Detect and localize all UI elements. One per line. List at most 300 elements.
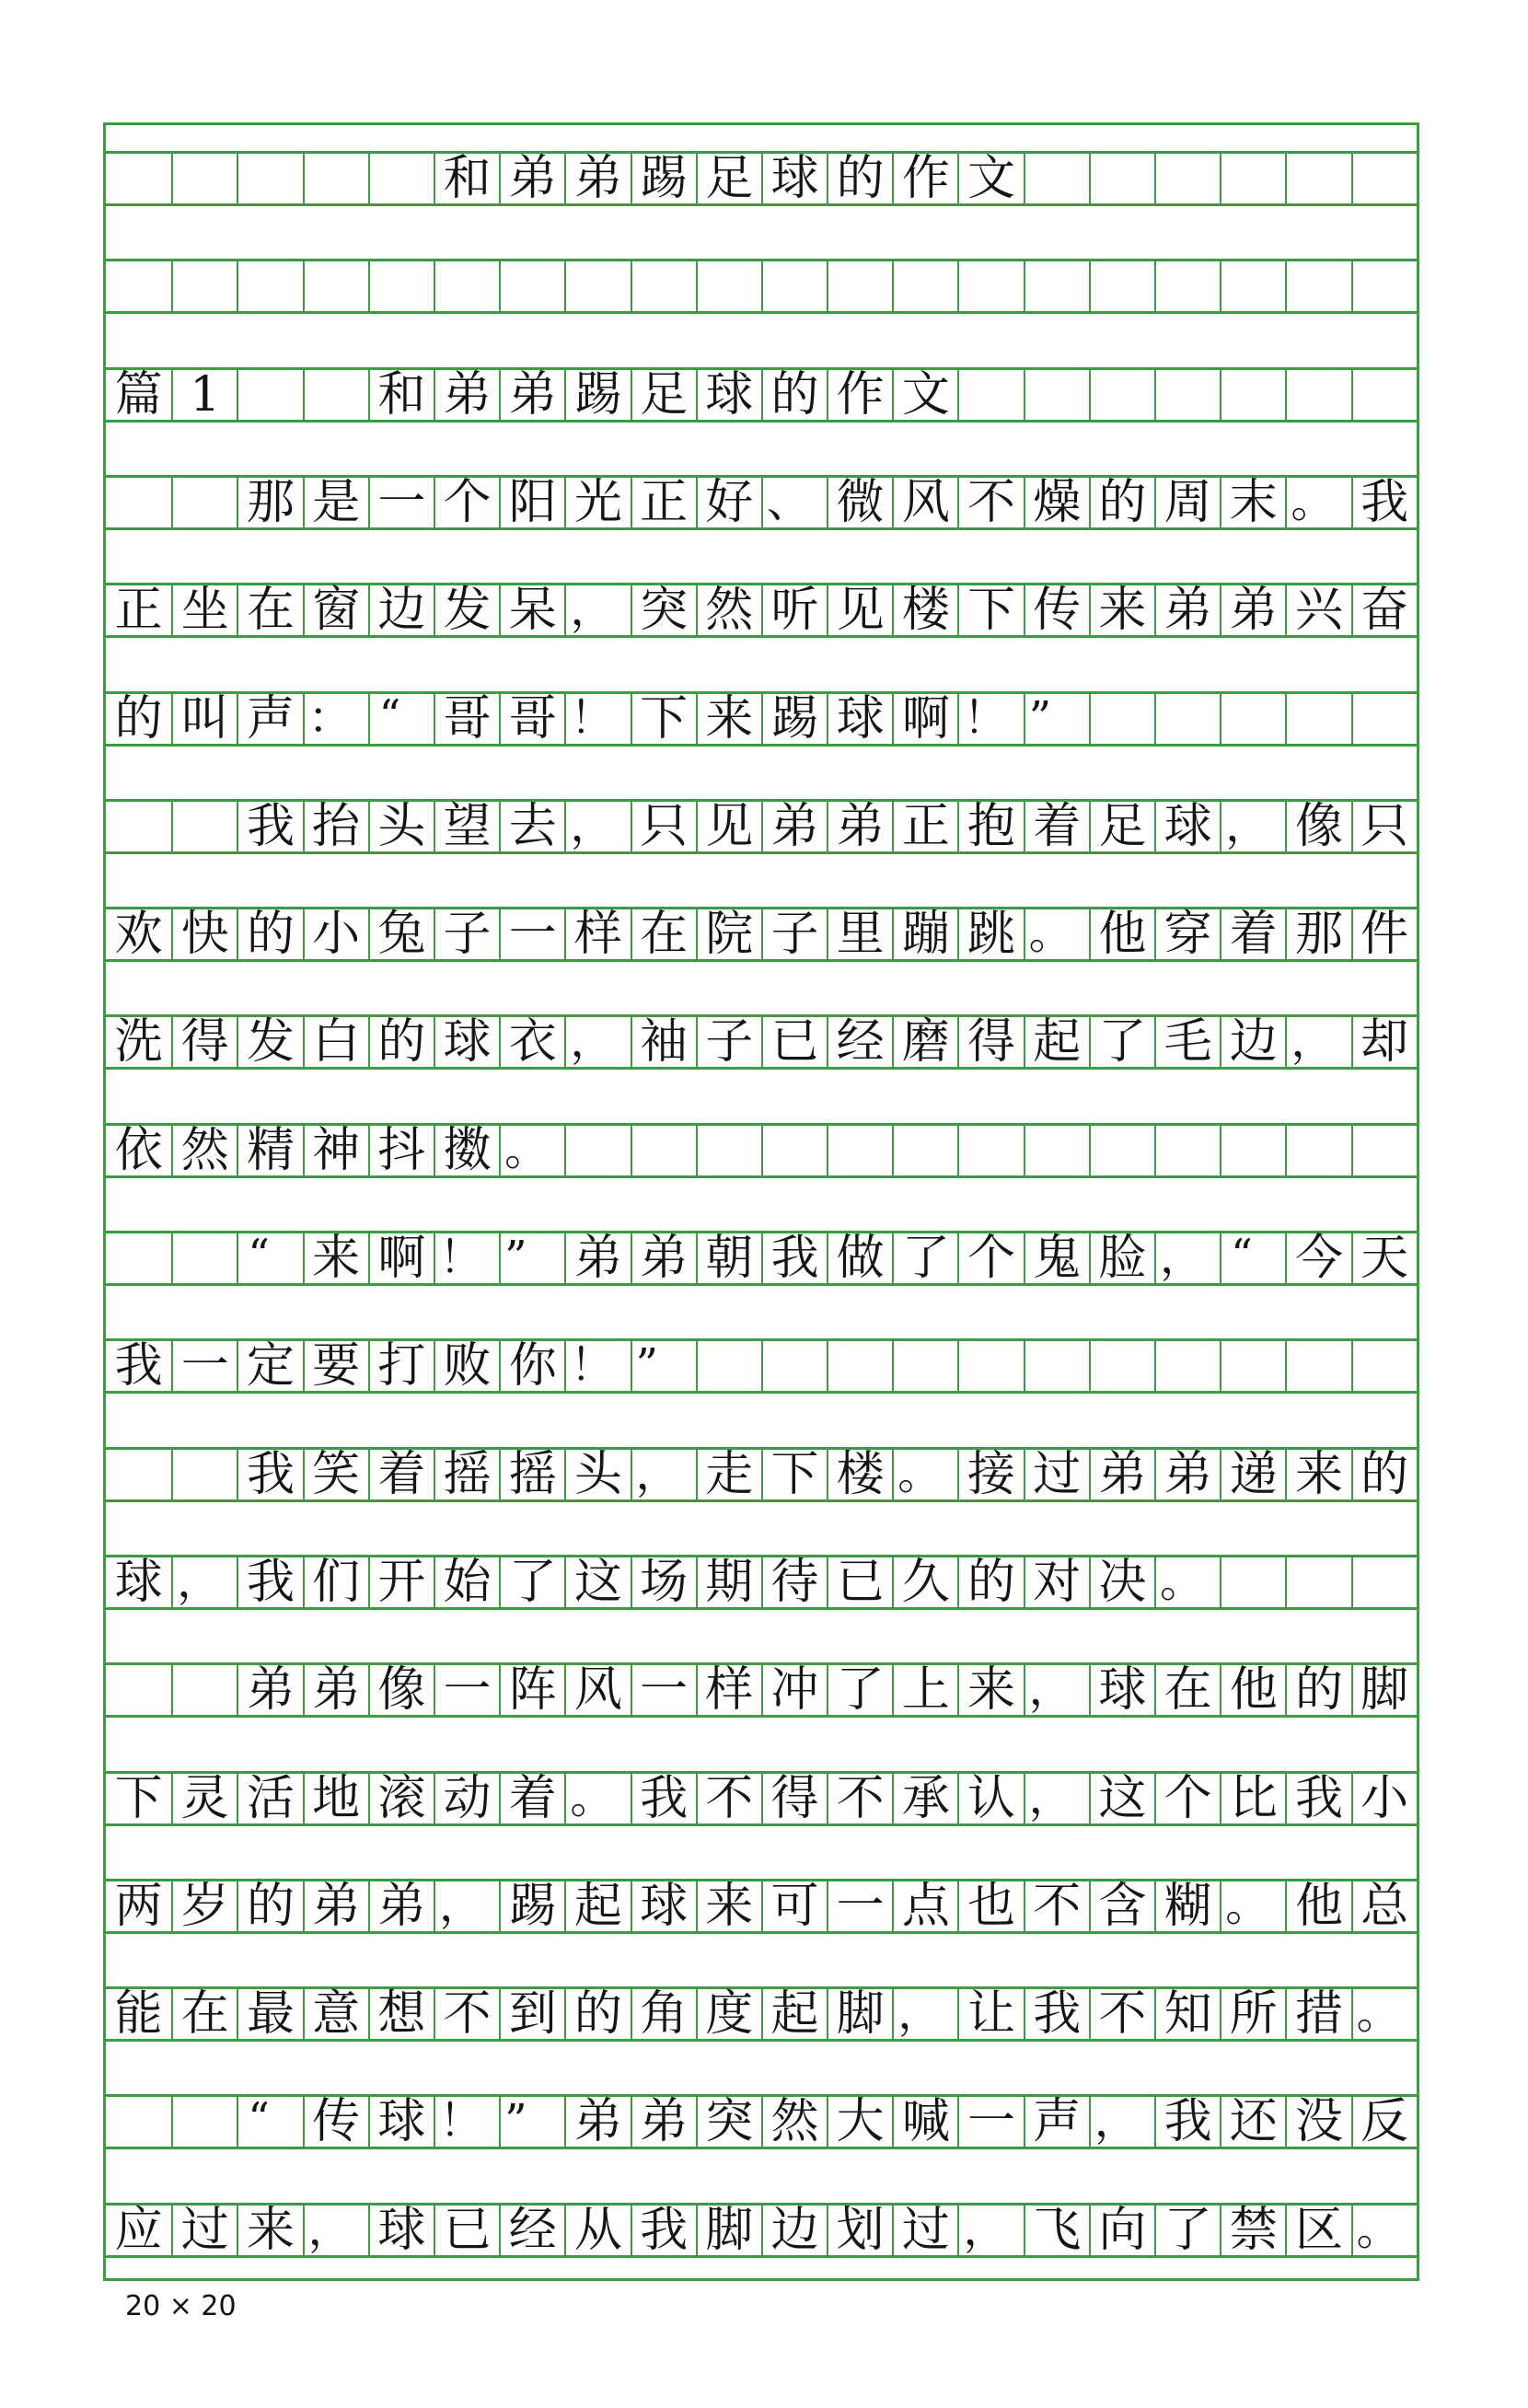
grid-cell: 决 [1089,1557,1154,1607]
grid-row [106,367,1417,423]
grid-cell: 鬼 [1024,1233,1089,1283]
grid-cell: 我 [114,1338,163,1395]
grid-cell [696,1341,761,1391]
grid-cell: 抬 [303,802,368,851]
grid-cell: 啊 [368,1233,434,1283]
grid-cell: 的 [1351,1450,1417,1499]
grid-cell: 的 [827,154,892,203]
grid-row [106,1662,1417,1718]
grid-cell: 弟 [564,2097,630,2147]
grid-cell: 楼 [827,1450,892,1499]
grid-cell: 下 [631,694,696,744]
grid-cell: 个 [957,1233,1023,1283]
grid-cell [1285,154,1350,203]
composition-grid-paper [103,122,1419,2281]
grid-cell: 弟 [1089,1450,1154,1499]
grid-cell: 阳 [499,478,564,527]
grid-cell: 了 [499,1557,564,1607]
grid-cell [1154,370,1220,420]
grid-cell: 球 [434,1017,499,1067]
grid-cell: 弟 [631,1233,696,1283]
grid-cell: 措 [1285,1989,1350,2039]
grid-cell: 大 [827,2097,892,2147]
grid-cell: 们 [303,1557,368,1607]
grid-cell: 弟 [303,1881,368,1931]
grid-cell: 可 [761,1881,827,1931]
grid-cell: ： [303,694,368,744]
grid-cell: “ [237,1233,302,1283]
grid-cell: 总 [1351,1881,1417,1931]
grid-cell [957,370,1023,420]
grid-cell: 我 [237,1557,302,1607]
grid-cell: 摇 [434,1450,499,1499]
grid-cell: 和 [434,154,499,203]
grid-cell: ” [499,2097,564,2147]
grid-cell: 打 [368,1341,434,1391]
grid-cell: 快 [171,909,237,959]
grid-cell: 却 [1351,1017,1417,1067]
grid-cell: 递 [1220,1450,1285,1499]
grid-cell: 周 [1154,478,1220,527]
grid-cell: 听 [761,585,827,635]
grid-cell: 认 [957,1774,1023,1823]
grid-cell: 到 [499,1989,564,2039]
grid-cell: 呆 [499,585,564,635]
grid-cell: 球 [368,2097,434,2147]
grid-cell [1351,154,1417,203]
grid-cell: 已 [434,2205,499,2255]
grid-cell [1285,261,1350,311]
grid-cell: 磨 [892,1017,957,1067]
grid-cell: 了 [1154,2205,1220,2255]
grid-cell [1220,1557,1285,1607]
grid-cell: 下 [114,1770,163,1826]
grid-cell: 岁 [171,1881,237,1931]
grid-cell: 那 [1285,909,1350,959]
grid-cell [106,154,171,203]
grid-row [106,691,1417,747]
grid-cell: 哥 [499,694,564,744]
grid-cell: ， [1154,1233,1220,1283]
grid-cell [1154,154,1220,203]
grid-cell: 来 [957,1665,1023,1715]
grid-cell [631,261,696,311]
grid-cell: 望 [434,802,499,851]
grid-cell [1220,694,1285,744]
grid-cell: 冲 [761,1665,827,1715]
grid-cell: 最 [237,1989,302,2039]
grid-cell: 起 [761,1989,827,2039]
grid-cell [1220,154,1285,203]
grid-cell: 突 [696,2097,761,2147]
grid-cell: 经 [827,1017,892,1067]
grid-cell: 期 [696,1557,761,1607]
grid-cell: 哥 [434,694,499,744]
grid-cell: 奋 [1351,585,1417,635]
grid-cell: 小 [1351,1774,1417,1823]
grid-cell: 。 [499,1126,564,1175]
grid-cell: 子 [761,909,827,959]
grid-cell: 子 [434,909,499,959]
grid-row [106,1986,1417,2042]
grid-cell: 踢 [631,154,696,203]
grid-cell: 点 [892,1881,957,1931]
grid-cell: ， [1024,1774,1089,1823]
grid-cell: 楼 [892,585,957,635]
grid-cell: ” [499,1233,564,1283]
grid-cell: 是 [303,478,368,527]
grid-cell: 你 [499,1341,564,1391]
grid-cell: 不 [1024,1881,1089,1931]
grid-cell: 弟 [434,370,499,420]
grid-cell [1089,1126,1154,1175]
grid-cell: 蹦 [892,909,957,959]
grid-cell: 衣 [499,1017,564,1067]
grid-cell [171,2097,237,2147]
grid-cell: 着 [1024,802,1089,851]
grid-cell: 定 [237,1341,302,1391]
grid-cell: 想 [368,1989,434,2039]
grid-cell: 擞 [434,1126,499,1175]
grid-cell: 飞 [1024,2205,1089,2255]
grid-cell [106,478,171,527]
grid-cell: 白 [303,1017,368,1067]
grid-cell: 起 [1024,1017,1089,1067]
grid-cell: 风 [892,478,957,527]
grid-cell: 球 [1154,802,1220,851]
grid-cell: 足 [696,154,761,203]
grid-cell: 脚 [827,1989,892,2039]
grid-cell: 待 [761,1557,827,1607]
grid-cell: 传 [1024,585,1089,635]
grid-cell: 他 [1089,909,1154,959]
grid-cell [106,1233,171,1283]
grid-cell: 好 [696,478,761,527]
grid-cell: 了 [827,1665,892,1715]
grid-cell [303,154,368,203]
grid-cell: 。 [892,1450,957,1499]
grid-cell: 我 [237,1450,302,1499]
grid-cell: 喊 [892,2097,957,2147]
grid-cell: 来 [303,1233,368,1283]
grid-cell [237,261,302,311]
grid-cell [564,1126,630,1175]
grid-cell: 风 [564,1665,630,1715]
grid-cell: 在 [1154,1665,1220,1715]
grid-row [106,1014,1417,1070]
grid-cell: 我 [1285,1774,1350,1823]
grid-cell: 只 [631,802,696,851]
grid-cell: 的 [957,1557,1023,1607]
grid-row [106,907,1417,962]
grid-cell: 弟 [1154,1450,1220,1499]
grid-row [106,1338,1417,1394]
grid-cell: 精 [237,1126,302,1175]
grid-row [106,2203,1417,2258]
grid-cell: 这 [564,1557,630,1607]
grid-cell: 弟 [303,1665,368,1715]
grid-cell: 跳 [957,909,1023,959]
grid-cell: 窗 [303,585,368,635]
grid-cell [1285,694,1350,744]
grid-cell: 滚 [368,1774,434,1823]
grid-cell: 得 [957,1017,1023,1067]
grid-cell: ， [1089,2097,1154,2147]
grid-cell: 的 [237,1881,302,1931]
grid-cell: 从 [564,2205,630,2255]
grid-cell: 在 [631,909,696,959]
grid-cell: 球 [827,694,892,744]
grid-cell [1285,1341,1350,1391]
grid-cell: 。 [1351,1989,1417,2039]
grid-cell [434,261,499,311]
grid-row [106,475,1417,530]
grid-cell: 见 [696,802,761,851]
grid-cell [106,1450,171,1499]
grid-cell [564,261,630,311]
grid-cell: 弟 [564,154,630,203]
grid-cell: “ [237,2097,302,2147]
grid-cell [171,802,237,851]
grid-cell: ！ [434,2097,499,2147]
grid-cell: 微 [827,478,892,527]
grid-cell: 小 [303,909,368,959]
grid-cell: ， [171,1557,237,1607]
grid-cell: 一 [499,909,564,959]
grid-cell: 欢 [114,907,163,963]
grid-cell: 脚 [696,2205,761,2255]
grid-cell: 没 [1285,2097,1350,2147]
grid-cell [696,1126,761,1175]
grid-cell: 含 [1089,1881,1154,1931]
grid-cell [1154,1126,1220,1175]
grid-cell [1351,1341,1417,1391]
grid-cell: 场 [631,1557,696,1607]
grid-cell: 角 [631,1989,696,2039]
grid-cell: 燥 [1024,478,1089,527]
grid-cell [1220,370,1285,420]
grid-cell [1285,1557,1350,1607]
grid-cell: 败 [434,1341,499,1391]
grid-cell: 我 [1351,478,1417,527]
grid-cell: 不 [957,478,1023,527]
grid-cell [171,1665,237,1715]
grid-cell [1024,261,1089,311]
grid-cell: 弟 [368,1881,434,1931]
grid-cell [1024,1341,1089,1391]
grid-cell: 弟 [499,370,564,420]
grid-cell: 弟 [499,154,564,203]
grid-cell: 天 [1351,1233,1417,1283]
grid-cell: 着 [368,1450,434,1499]
grid-cell: 弟 [1154,585,1220,635]
grid-cell [1154,694,1220,744]
grid-cell [1351,370,1417,420]
grid-cell: ！ [564,1341,630,1391]
grid-cell: 足 [1089,802,1154,851]
grid-row [106,799,1417,854]
grid-cell: 作 [827,370,892,420]
grid-cell [1089,370,1154,420]
grid-cell [892,1126,957,1175]
grid-cell [106,261,171,311]
grid-cell: 这 [1089,1774,1154,1823]
grid-cell: 兴 [1285,585,1350,635]
grid-cell: 球 [696,370,761,420]
grid-cell: 上 [892,1665,957,1715]
grid-cell: 我 [237,802,302,851]
grid-cell: 边 [368,585,434,635]
grid-cell: 知 [1154,1989,1220,2039]
grid-cell: 我 [761,1233,827,1283]
grid-cell: 球 [1089,1665,1154,1715]
grid-cell: 久 [892,1557,957,1607]
grid-cell: 下 [957,585,1023,635]
grid-cell: 声 [1024,2097,1089,2147]
grid-cell: 动 [434,1774,499,1823]
grid-row [106,259,1417,314]
grid-cell: 子 [696,1017,761,1067]
grid-cell: 像 [368,1665,434,1715]
grid-cell [761,1341,827,1391]
grid-cell: 一 [957,2097,1023,2147]
grid-cell: ， [434,1881,499,1931]
grid-cell: 洗 [114,1014,163,1071]
grid-row [106,1555,1417,1610]
grid-cell [1351,1126,1417,1175]
grid-cell [1089,1341,1154,1391]
grid-cell: 个 [1154,1774,1220,1823]
grid-cell: ！ [957,694,1023,744]
grid-cell: 已 [761,1017,827,1067]
grid-cell: 。 [1154,1557,1220,1607]
grid-cell: 过 [892,2205,957,2255]
grid-cell [171,1450,237,1499]
grid-cell: ， [564,1017,630,1067]
grid-cell: 一 [171,1341,237,1391]
grid-cell [368,154,434,203]
grid-cell [368,261,434,311]
grid-cell: 弟 [827,802,892,851]
grid-cell: “ [1220,1233,1285,1283]
grid-cell: 踢 [564,370,630,420]
grid-cell: 脚 [1351,1665,1417,1715]
grid-cell: 踢 [499,1881,564,1931]
grid-cell: ， [564,585,630,635]
grid-cell: 度 [696,1989,761,2039]
grid-cell: 得 [761,1774,827,1823]
grid-cell: 来 [696,1881,761,1931]
grid-row [106,151,1417,206]
grid-cell: 样 [696,1665,761,1715]
grid-cell [631,1126,696,1175]
grid-cell: 的 [114,690,163,747]
grid-cell [827,1341,892,1391]
grid-cell [892,261,957,311]
grid-cell: 一 [434,1665,499,1715]
grid-cell: 作 [892,154,957,203]
grid-cell: ， [1285,1017,1350,1067]
grid-cell: 的 [1285,1665,1350,1715]
grid-cell [237,370,302,420]
grid-cell: 了 [892,1233,957,1283]
grid-cell: 传 [303,2097,368,2147]
grid-cell: 不 [1089,1989,1154,2039]
grid-cell: 文 [892,370,957,420]
grid-cell [171,1233,237,1283]
grid-cell: 在 [237,585,302,635]
grid-cell [957,1341,1023,1391]
grid-cell: 突 [631,585,696,635]
grid-cell: ， [303,2205,368,2255]
grid-cell: 球 [631,1881,696,1931]
grid-cell: ！ [434,1233,499,1283]
grid-cell: 着 [1220,909,1285,959]
grid-cell: 地 [303,1774,368,1823]
grid-cell: 见 [827,585,892,635]
grid-cell: 球 [761,154,827,203]
grid-cell: 不 [827,1774,892,1823]
grid-cell [1351,261,1417,311]
grid-cell: 了 [1089,1017,1154,1067]
grid-cell: 不 [696,1774,761,1823]
grid-cell: 禁 [1220,2205,1285,2255]
grid-cell: 要 [303,1341,368,1391]
grid-cell: 声 [237,694,302,744]
grid-cell [1220,1341,1285,1391]
grid-row [106,1123,1417,1178]
grid-cell: 末 [1220,478,1285,527]
grid-cell: 我 [631,2205,696,2255]
grid-cell: 1 [171,370,237,420]
grid-cell: 正 [114,583,163,639]
grid-cell: 已 [827,1557,892,1607]
grid-cell: 一 [368,478,434,527]
grid-cell [237,154,302,203]
grid-cell [761,261,827,311]
grid-cell: 开 [368,1557,434,1607]
grid-cell: 他 [1285,1881,1350,1931]
grid-cell: ， [1220,802,1285,851]
grid-cell [1285,370,1350,420]
grid-cell: 件 [1351,909,1417,959]
grid-cell: 。 [1351,2205,1417,2255]
grid-cell: 经 [499,2205,564,2255]
grid-cell: 得 [171,1017,237,1067]
grid-cell [171,478,237,527]
grid-cell: 叫 [171,694,237,744]
grid-cell [303,261,368,311]
grid-cell: 意 [303,1989,368,2039]
grid-cell: 边 [1220,1017,1285,1067]
grid-cell: 我 [631,1774,696,1823]
grid-size-label: 20 × 20 [125,2290,237,2322]
grid-cell: 。 [564,1774,630,1823]
grid-cell: 头 [368,802,434,851]
grid-cell: 来 [1285,1450,1350,1499]
grid-cell: 那 [237,478,302,527]
grid-cell: 起 [564,1881,630,1931]
grid-cell [1089,154,1154,203]
grid-cell [1154,261,1220,311]
grid-cell: 弟 [631,2097,696,2147]
grid-cell [827,1126,892,1175]
grid-cell [106,1665,171,1715]
grid-cell: 个 [434,478,499,527]
grid-cell [761,1126,827,1175]
grid-cell [1024,154,1089,203]
grid-cell: ， [631,1450,696,1499]
